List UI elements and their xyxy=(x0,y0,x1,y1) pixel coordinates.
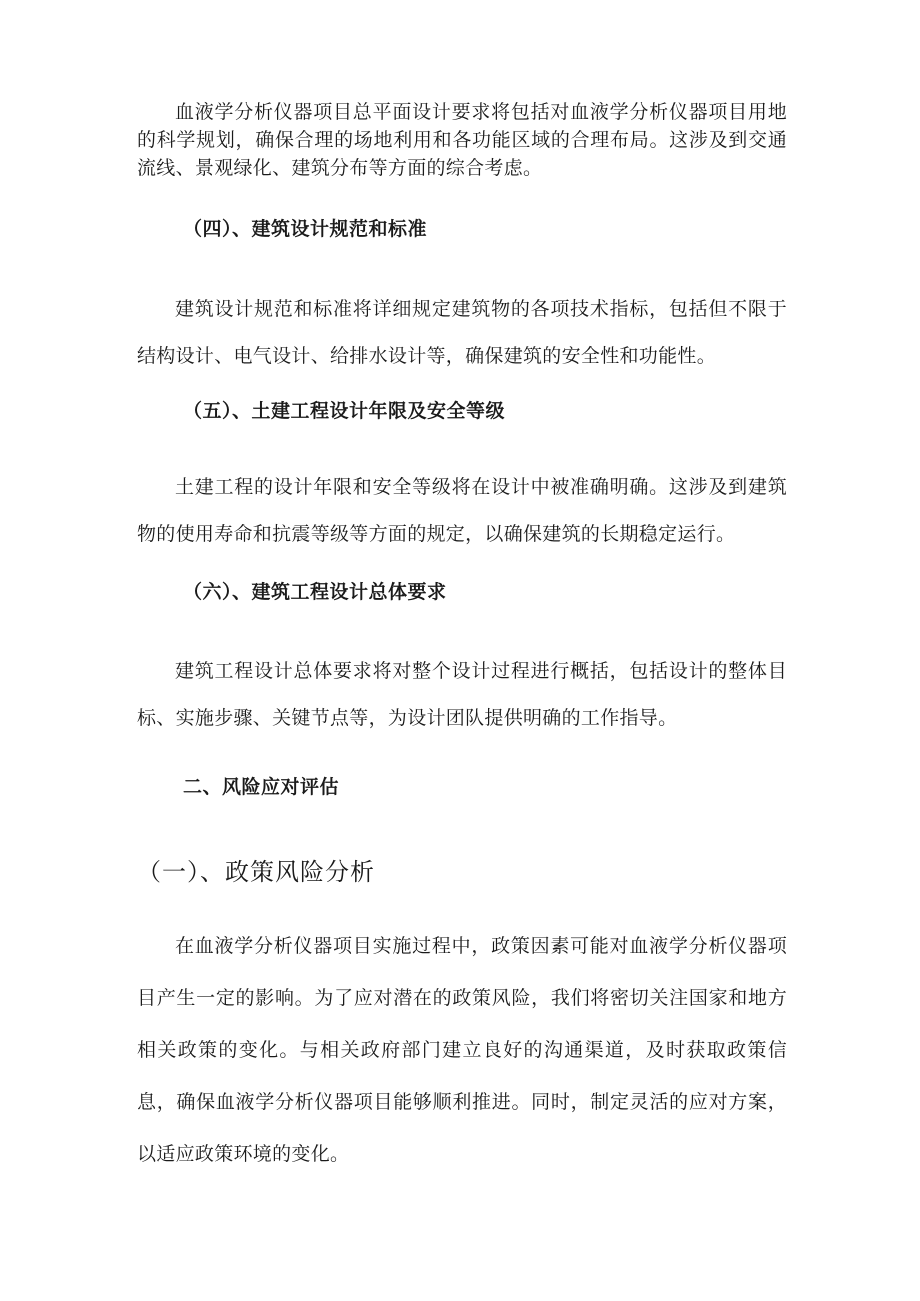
paragraph-overall-design-requirements: 建筑工程设计总体要求将对整个设计过程进行概括，包括设计的整体目标、实施步骤、关键节点等，为设计团队提供明确的工作指导。 xyxy=(137,660,787,729)
heading-building-design-standards: （四）、建筑设计规范和标准 xyxy=(183,218,428,240)
heading-policy-risk-analysis: （一）、政策风险分析 xyxy=(137,858,375,886)
heading-risk-assessment: 二、风险应对评估 xyxy=(183,776,340,798)
paragraph-site-planning: 血液学分析仪器项目总平面设计要求将包括对血液学分析仪器项目用地的科学规划，确保合理的场地利用和各功能区域的合理布局。这涉及到交通流线、景观绿化、建筑分布等方面的综合考虑。 xyxy=(137,101,787,179)
paragraph-building-design-standards: 建筑设计规范和标准将详细规定建筑物的各项技术指标，包括但不限于结构设计、电气设计、给排水设计等，确保建筑的安全性和功能性。 xyxy=(137,298,787,367)
paragraph-civil-engineering-safety: 土建工程的设计年限和安全等级将在设计中被准确明确。这涉及到建筑物的使用寿命和抗震等级等方面的规定，以确保建筑的长期稳定运行。 xyxy=(137,476,787,545)
heading-civil-engineering-safety: （五）、土建工程设计年限及安全等级 xyxy=(183,400,506,422)
heading-overall-design-requirements: （六）、建筑工程设计总体要求 xyxy=(183,581,447,603)
paragraph-policy-risk-analysis: 在血液学分析仪器项目实施过程中，政策因素可能对血液学分析仪器项目产生一定的影响。为了应对潜在的政策风险，我们将密切关注国家和地方相关政策的变化。与相关政府部门建立良好的沟通渠道，及时获取政策信息，确保血液学分析仪器项目能够顺利推进。同时，制定灵活的应对方案，以适应政策环境的变化。 xyxy=(137,935,787,1165)
